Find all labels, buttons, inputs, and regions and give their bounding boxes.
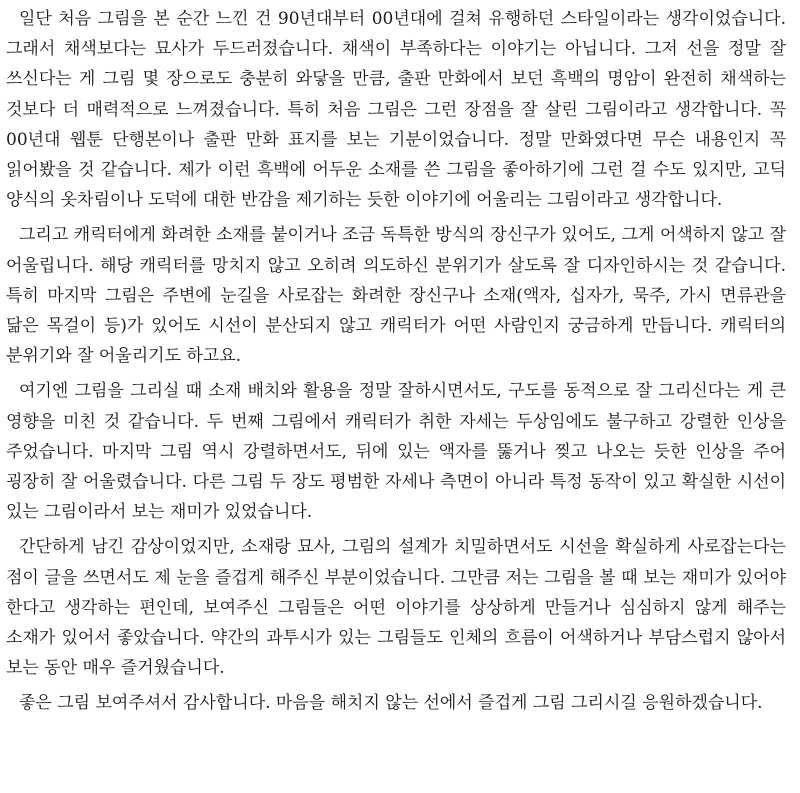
paragraph-character-accessories: 그리고 캐릭터에게 화려한 소재를 붙이거나 조금 독특한 방식의 장신구가 있어도, 그게 어색하지 않고 잘 어울립니다. 해당 캐릭터를 망치지 않고 오히려 의도하신 분위기가 살도록 잘 디자인하시는 것 같습니다. 특히 마지막 그림은 주변에 눈길을 사로잡는 화려한 장신구나 소재(액자, 십자가, 묵주, 가시 면류관을 닮은 목걸이 등)가 있어도 시선이 분산되지 않고 캐릭터가 어떤 사람인지 궁금하게 만듭니다. 캐릭터의 분위기와 잘 어울리기도 하고요. [6,225,786,367]
paragraph-first-impression: 일단 처음 그림을 본 순간 느낀 건 90년대부터 00년대에 걸쳐 유행하던 스타일이라는 생각이었습니다. 그래서 채색보다는 묘사가 두드러졌습니다. 채색이 부족하다는 이야기는 아닙니다. 그저 선을 정말 잘 쓰신다는 게 그림 몇 장으로도 충분히 와닿을 만큼, 출판 만화에서 보던 흑백의 명암이 완전히 채색하는 것보다 더 매력적으로 느껴졌습니다. 특히 처음 그림은 그런 장점을 잘 살린 그림이라고 생각합니다. 꼭 00년대 웹툰 단행본이나 출판 만화 표지를 보는 기분이었습니다. 정말 만화였다면 무슨 내용인지 꼭 읽어봤을 것 같습니다. 제가 이런 흑백에 어두운 소재를 쓴 그림을 좋아하기에 그런 걸 수도 있지만, 고딕 양식의 옷차림이나 도덕에 대한 반감을 제기하는 듯한 이야기에 어울리는 그림이라고 생각합니다. [6,9,786,211]
paragraph-summary: 간단하게 남긴 감상이었지만, 소재랑 묘사, 그림의 설계가 치밀하면서도 시선을 확실하게 사로잡는다는 점이 글을 쓰면서도 제 눈을 즐겁게 해주신 부분이었습니다. 그만큼 저는 그림을 볼 때 보는 재미가 있어야 한다고 생각하는 편인데, 보여주신 그림들은 어떤 이야기를 상상하게 만들거나 심심하지 않게 해주는 소재가 있어서 좋았습니다. 약간의 과투시가 있는 그림들도 인체의 흐름이 어색하거나 부담스럽지 않아서 보는 동안 매우 즐거웠습니다. [6,537,786,679]
review-document [6,4,786,724]
paragraph-composition: 여기엔 그림을 그리실 때 소재 배치와 활용을 정말 잘하시면서도, 구도를 동적으로 잘 그리신다는 게 큰 영향을 미친 것 같습니다. 두 번째 그림에서 캐릭터가 취한 자세는 두상임에도 불구하고 강렬한 인상을 주었습니다. 마지막 그림 역시 강렬하면서도, 뒤에 있는 액자를 뚫거나 찢고 나오는 듯한 인상을 주어 굉장히 잘 어울렸습니다. 다른 그림 두 장도 평범한 자세나 측면이 아니라 특정 동작이 있고 확실한 시선이 있는 그림이라서 보는 재미가 있었습니다. [6,381,786,523]
paragraph-closing: 좋은 그림 보여주셔서 감사합니다. 마음을 해치지 않는 선에서 즐겁게 그림 그리시길 응원하겠습니다. [19,693,763,714]
